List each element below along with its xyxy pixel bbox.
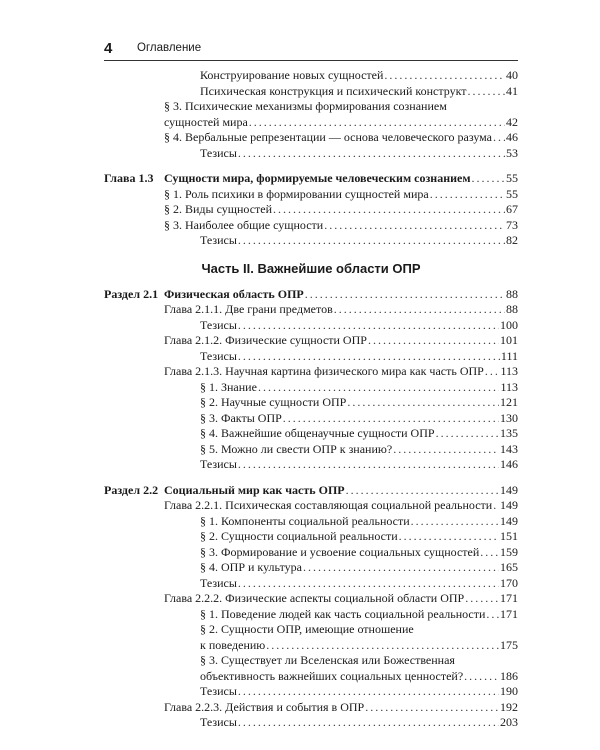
toc-entry-page: 40: [506, 68, 518, 82]
dot-leader: [303, 560, 499, 576]
toc-entry-title: § 1. Роль психики в формировании сущностей мира: [164, 186, 429, 201]
toc-entry-page: 159: [500, 544, 518, 559]
part-title: Часть II. Важнейшие области ОПР: [201, 260, 421, 276]
toc-entry[interactable]: [104, 218, 518, 234]
toc-entry-title: Глава 2.2.1. Психическая составляющая социальной реальности: [164, 498, 493, 512]
toc-entry-title: Глава 2.1.2. Физические сущности ОПР: [164, 333, 367, 347]
dot-leader: [486, 607, 499, 623]
toc-entry-page: 149: [500, 482, 518, 497]
toc-entry-page: 73: [506, 217, 518, 232]
toc-entry[interactable]: [104, 411, 518, 427]
toc-entry[interactable]: [104, 146, 518, 162]
toc-entry-page: 203: [500, 715, 518, 729]
toc-entry[interactable]: [104, 607, 518, 623]
toc-entry-page: 101: [500, 333, 518, 347]
dot-leader: [238, 318, 499, 334]
toc-entry[interactable]: [104, 529, 518, 545]
dot-leader: [472, 171, 505, 187]
toc-entry[interactable]: [104, 576, 518, 592]
toc-entry[interactable]: [104, 68, 518, 84]
toc-entry-title: Социальный мир как часть ОПР: [164, 482, 345, 497]
section-gap: [104, 473, 518, 483]
toc-entry-page: 171: [500, 606, 518, 621]
dot-leader: [238, 684, 499, 700]
toc-entry-title: Психическая конструкция и психический конструкт: [200, 83, 467, 98]
toc-entry[interactable]: [104, 233, 518, 249]
toc-entry-page: 130: [500, 410, 518, 425]
toc-entry-page: 171: [500, 591, 518, 605]
toc-entry-title: § 3. Наиболее общие сущности: [164, 217, 324, 232]
toc-entry-title: к поведению: [200, 637, 266, 652]
toc-entry-title-line: § 2. Сущности ОПР, имеющие отношение: [200, 622, 414, 636]
toc-entry-page: 121: [500, 395, 518, 409]
toc-entry[interactable]: [104, 545, 518, 561]
toc-entry[interactable]: [104, 684, 518, 700]
dot-leader: [384, 68, 505, 84]
toc-entry-title: Глава 2.1.3. Научная картина физического мира как часть ОПР: [164, 364, 484, 378]
toc-entry-page: 55: [506, 186, 518, 201]
toc-entry-page: 113: [500, 364, 518, 378]
toc-entry-page: 175: [500, 637, 518, 652]
toc-entry-label: Раздел 2.1: [104, 286, 159, 301]
toc-entry[interactable]: [104, 560, 518, 576]
toc-entry-title: Сущности мира, формируемые человеческим сознанием: [164, 171, 471, 185]
toc-entry[interactable]: [104, 380, 518, 396]
toc-entry[interactable]: [104, 287, 518, 303]
toc-entry-title: § 4. Важнейшие общенаучные сущности ОПР: [200, 426, 435, 440]
toc-entry-title-line: § 3. Существует ли Вселенская или Божественная: [200, 653, 455, 667]
toc-entry-title: сущностей мира: [164, 114, 248, 129]
toc-entry-title: Тезисы: [200, 348, 237, 363]
dot-leader: [480, 545, 499, 561]
dot-leader: [346, 483, 499, 499]
dot-leader: [393, 442, 499, 458]
toc-entry-page: 88: [506, 302, 518, 316]
toc-entry[interactable]: [104, 591, 518, 607]
dot-leader: [249, 115, 505, 131]
toc-entry-page: 149: [500, 498, 518, 512]
toc-entry[interactable]: [104, 442, 518, 458]
dot-leader: [283, 411, 499, 427]
dot-leader: [493, 130, 505, 146]
toc-entry[interactable]: [104, 364, 518, 380]
toc-entry-page: 149: [500, 513, 518, 528]
toc-entry-title: Тезисы: [200, 457, 237, 471]
toc-entry[interactable]: [104, 426, 518, 442]
toc-entry[interactable]: [104, 187, 518, 203]
dot-leader: [399, 529, 499, 545]
toc-entry-page: 88: [506, 286, 518, 301]
dot-leader: [468, 84, 505, 100]
dot-leader: [365, 700, 499, 716]
toc-entry-title: Физическая область ОПР: [164, 286, 304, 301]
toc-entry-title: Тезисы: [200, 684, 237, 698]
dot-leader: [485, 364, 500, 380]
dot-leader: [436, 426, 499, 442]
toc-entry[interactable]: [104, 99, 518, 130]
dot-leader: [324, 218, 505, 234]
dot-leader: [238, 146, 505, 162]
toc-entry[interactable]: [104, 395, 518, 411]
toc-entry-title: § 1. Знание: [200, 379, 257, 394]
toc-entry[interactable]: [104, 202, 518, 218]
toc-entry-page: 55: [506, 171, 518, 185]
toc-entry-page: 165: [500, 560, 518, 574]
toc-entry[interactable]: [104, 457, 518, 473]
table-of-contents: [104, 68, 518, 731]
dot-leader: [238, 349, 500, 365]
toc-entry-page: 41: [506, 83, 518, 98]
toc-entry-page: 190: [500, 684, 518, 698]
toc-entry-page: 100: [500, 317, 518, 332]
toc-entry-title: § 4. Вербальные репрезентации — основа человеческого разума: [164, 130, 493, 144]
toc-entry-title-line: § 3. Психические механизмы формирования сознанием: [164, 99, 447, 113]
toc-entry-label: Раздел 2.2: [104, 482, 159, 497]
toc-entry[interactable]: [104, 171, 518, 187]
toc-entry-page: 111: [500, 348, 518, 363]
toc-entry[interactable]: [104, 514, 518, 530]
toc-entry-title: Тезисы: [200, 575, 237, 590]
toc-entry-title: объективность важнейших социальных ценностей?: [200, 668, 464, 683]
toc-entry-title: § 4. ОПР и культура: [200, 560, 302, 574]
toc-entry-title: § 3. Факты ОПР: [200, 410, 282, 425]
toc-entry-page: 46: [506, 130, 518, 144]
toc-entry-title: § 2. Научные сущности ОПР: [200, 395, 347, 409]
toc-entry[interactable]: [104, 349, 518, 365]
toc-entry[interactable]: [104, 333, 518, 349]
dot-leader: [305, 287, 505, 303]
dot-leader: [334, 302, 505, 318]
dot-leader: [493, 498, 499, 514]
toc-entry-page: 135: [500, 426, 518, 440]
toc-entry-title: § 5. Можно ли свести ОПР к знанию?: [200, 441, 393, 456]
dot-leader: [464, 669, 499, 685]
toc-entry[interactable]: [104, 130, 518, 146]
toc-entry[interactable]: [104, 302, 518, 318]
toc-entry[interactable]: [104, 498, 518, 514]
toc-entry[interactable]: [104, 318, 518, 334]
toc-entry-page: 170: [500, 575, 518, 590]
toc-entry-page: 113: [500, 379, 518, 394]
toc-entry[interactable]: [104, 84, 518, 100]
toc-entry-title: Глава 2.1.1. Две грани предметов: [164, 302, 333, 316]
toc-entry-title: § 2. Виды сущностей: [164, 202, 273, 216]
toc-entry-page: 82: [506, 233, 518, 247]
toc-entry[interactable]: [104, 700, 518, 716]
toc-entry-title: § 1. Поведение людей как часть социальной реальности: [200, 606, 486, 621]
dot-leader: [266, 638, 499, 654]
toc-entry-title: Тезисы: [200, 317, 237, 332]
dot-leader: [238, 576, 499, 592]
toc-entry-page: 151: [500, 529, 518, 543]
dot-leader: [238, 457, 499, 473]
dot-leader: [430, 187, 505, 203]
toc-entry-title: Тезисы: [200, 233, 237, 247]
dot-leader: [465, 591, 499, 607]
dot-leader: [411, 514, 499, 530]
toc-entry-page: 143: [500, 441, 518, 456]
running-head: Оглавление: [137, 42, 202, 54]
dot-leader: [273, 202, 505, 218]
toc-entry[interactable]: [104, 715, 518, 731]
toc-entry-page: 67: [506, 202, 518, 216]
toc-entry-page: 53: [506, 145, 518, 160]
toc-entry[interactable]: [104, 653, 518, 684]
dot-leader: [238, 715, 499, 731]
dot-leader: [368, 333, 499, 349]
dot-leader: [347, 395, 499, 411]
toc-entry-label: Глава 1.3: [104, 171, 154, 185]
toc-entry-title: Глава 2.2.3. Действия и события в ОПР: [164, 699, 365, 714]
toc-entry-title: § 1. Компоненты социальной реальности: [200, 513, 410, 528]
page-number: 4: [104, 40, 113, 57]
section-gap: [104, 161, 518, 171]
toc-entry-title: § 3. Формирование и усвоение социальных сущностей: [200, 544, 480, 559]
dot-leader: [258, 380, 500, 396]
toc-entry-page: 186: [500, 668, 518, 683]
toc-entry-page: 146: [500, 457, 518, 471]
toc-entry[interactable]: [104, 483, 518, 499]
toc-entry-title: Тезисы: [200, 145, 237, 160]
toc-entry-page: 42: [506, 114, 518, 129]
toc-entry-title: Конструирование новых сущностей: [200, 68, 384, 82]
toc-entry[interactable]: [104, 622, 518, 653]
toc-entry-title: Тезисы: [200, 715, 237, 729]
toc-entry-page: 192: [500, 699, 518, 714]
dot-leader: [238, 233, 505, 249]
toc-entry-title: Глава 2.2.2. Физические аспекты социальной области ОПР: [164, 591, 465, 605]
toc-entry-title: § 2. Сущности социальной реальности: [200, 529, 398, 543]
